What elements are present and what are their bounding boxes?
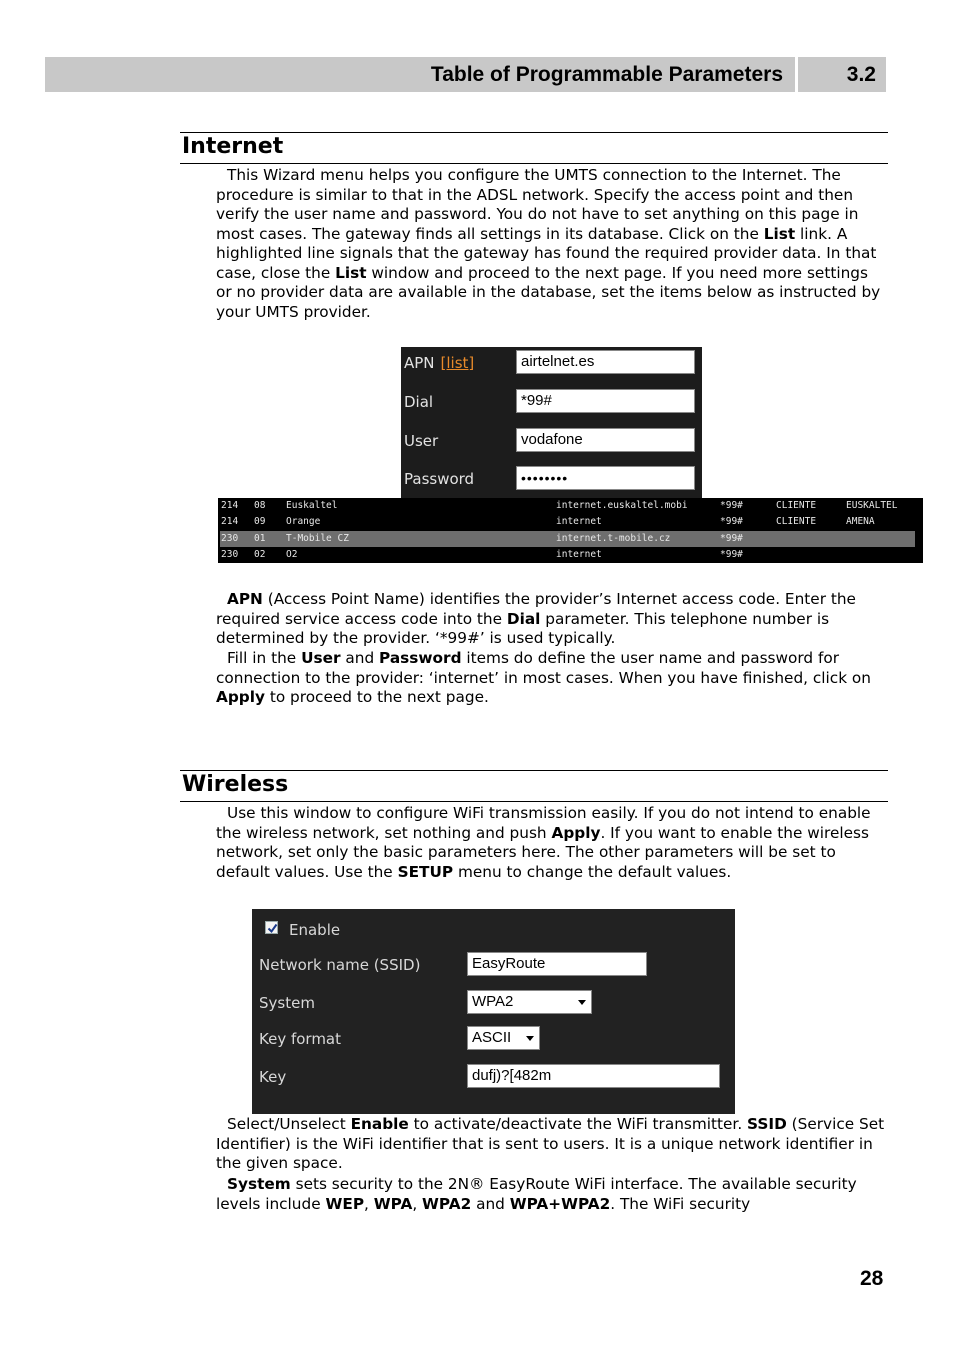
keyformat-select[interactable]: ASCII <box>467 1026 540 1050</box>
keyformat-label: Key format <box>259 1030 342 1048</box>
password-label: Password <box>404 470 475 488</box>
ssid-input[interactable]: EasyRoute <box>467 952 647 976</box>
dial-label: Dial <box>404 393 434 411</box>
wireless-enable-description: Select/Unselect Enable to activate/deactivate the WiFi transmitter. SSID (Service Set Identifier) is the WiFi identifier that is sent to users. It is a unique network identifier in the given space. <box>216 1115 885 1172</box>
apn-list-link[interactable]: [list] <box>440 354 475 372</box>
apn-label: APN [list] <box>404 354 475 372</box>
user-label: User <box>404 432 439 450</box>
header-title-bar <box>45 57 795 92</box>
system-select[interactable]: WPA2 <box>467 990 592 1014</box>
wireless-intro: Use this window to configure WiFi transmission easily. If you do not intend to enable the wireless network, set nothing and push Apply. If you want to enable the wireless network, set only the basic parameters here. The other parameters will be set to default values. Use the SETUP menu to change the default values. <box>216 804 871 881</box>
internet-heading: Internet <box>182 134 284 159</box>
section-rule-top <box>180 132 888 133</box>
wireless-heading: Wireless <box>182 772 289 797</box>
header-section-number: 3.2 <box>846 63 876 86</box>
wireless-system-description: System sets security to the 2N® EasyRoute WiFi interface. The available security levels include WEP, WPA, WPA2 and WPA+WPA2. The WiFi security <box>216 1175 857 1213</box>
page-number: 28 <box>860 1267 884 1290</box>
internet-intro: This Wizard menu helps you configure the UMTS connection to the Internet. The procedure is similar to that in the ADSL network. Specify the access point and then verify the user name and password. You do not have to set anything on this page in most cases. The gateway finds all settings in its database. Click on the List link. A highlighted line signals that the gateway has found the required provider data. In that case, close the List window and proceed to the next page. If you need more settings or no provider data are available in the database, set the items below as instructed by your UMTS provider. <box>216 166 881 321</box>
enable-label: Enable <box>289 921 341 939</box>
chevron-down-icon <box>578 1000 586 1005</box>
chevron-down-icon <box>526 1036 534 1041</box>
dial-input[interactable]: *99# <box>516 389 695 413</box>
key-input[interactable]: dufj)?[482m <box>467 1064 720 1088</box>
provider-row[interactable]: 230 02 O2 internet *99# <box>221 549 743 560</box>
ssid-label: Network name (SSID) <box>259 956 421 974</box>
internet-apn-description: APN (Access Point Name) identifies the provider’s Internet access code. Enter the required service access code into the Dial parameter. This telephone number is determined by the provider. ‘*99#’ is used typically. <box>216 590 856 647</box>
user-input[interactable]: vodafone <box>516 428 695 452</box>
header-title: Table of Programmable Parameters <box>430 63 783 86</box>
key-label: Key <box>259 1068 287 1086</box>
provider-row[interactable]: 214 08 Euskaltel internet.euskaltel.mobi *99# CLIENTE EUSKALTEL <box>221 500 898 511</box>
section-rule-bottom <box>180 801 888 802</box>
checkmark-icon <box>266 922 279 935</box>
apn-input[interactable]: airtelnet.es <box>516 350 695 374</box>
umts-settings-panel <box>401 347 702 499</box>
password-input[interactable]: •••••••• <box>516 466 695 490</box>
enable-checkbox[interactable] <box>265 921 278 934</box>
section-rule-bottom <box>180 163 888 164</box>
provider-row[interactable]: 214 09 Orange internet *99# CLIENTE AMENA <box>221 516 875 527</box>
internet-user-description: Fill in the User and Password items do define the user name and password for connection to the provider: ‘internet’ in most cases. When you have finished, click on Apply to proceed to the next page. <box>216 649 871 706</box>
section-rule-top <box>180 770 888 771</box>
system-label: System <box>259 994 315 1012</box>
provider-list <box>218 498 923 563</box>
provider-row-highlighted[interactable]: 230 01 T-Mobile CZ internet.t-mobile.cz *99# <box>220 531 915 547</box>
wifi-settings-panel <box>252 909 735 1114</box>
header-section-box <box>798 57 886 92</box>
